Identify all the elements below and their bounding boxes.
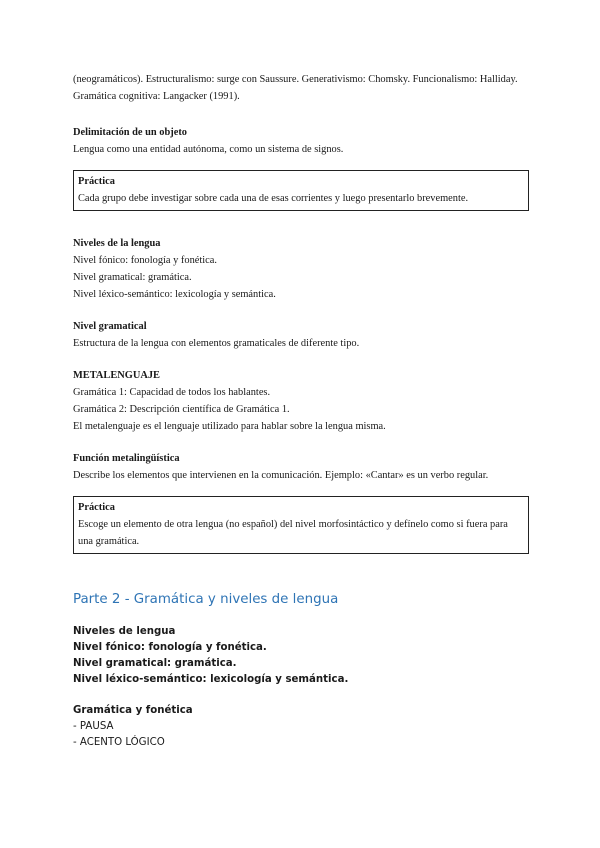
part-2-title: Parte 2 - Gramática y niveles de lengua bbox=[73, 592, 339, 607]
intro-line-2: Gramática cognitiva: Langacker (1991). bbox=[73, 91, 240, 102]
heading-funcion: Función metalingüística bbox=[73, 453, 180, 464]
text-delimitacion: Lengua como una entidad autónoma, como un sistema de signos. bbox=[73, 144, 344, 155]
practica-box-1 bbox=[73, 170, 529, 211]
document-page bbox=[73, 71, 533, 751]
heading-nivel-gramatical: Nivel gramatical bbox=[73, 321, 147, 332]
section-gramatica-fonetica bbox=[73, 703, 533, 751]
list-item: Gramática 2: Descripción científica de Gramática 1. bbox=[73, 404, 290, 415]
list-item: Nivel fónico: fonología y fonética. bbox=[73, 255, 217, 266]
list-item: El metalenguaje es el lenguaje utilizado para hablar sobre la lengua misma. bbox=[73, 421, 386, 432]
heading-niveles: Niveles de la lengua bbox=[73, 238, 161, 249]
heading-niveles-lengua: Niveles de lengua bbox=[73, 626, 176, 637]
list-item: - PAUSA bbox=[73, 721, 114, 732]
section-niveles-lengua bbox=[73, 624, 533, 688]
section-niveles bbox=[73, 235, 533, 303]
practica-2-heading: Práctica bbox=[78, 502, 115, 513]
heading-delimitacion: Delimitación de un objeto bbox=[73, 127, 188, 138]
list-item: Nivel léxico-semántico: lexicología y semántica. bbox=[73, 289, 276, 300]
heading-gramatica-fonetica: Gramática y fonética bbox=[73, 705, 193, 716]
list-item: Nivel gramatical: gramática. bbox=[73, 272, 192, 283]
heading-metalenguaje: METALENGUAJE bbox=[73, 370, 160, 381]
intro-line-1: (neogramáticos). Estructuralismo: surge con Saussure. Generativismo: Chomsky. Funcionalismo: Halliday. bbox=[73, 74, 518, 85]
list-item: Nivel fónico: fonología y fonética. bbox=[73, 642, 267, 653]
text-nivel-gramatical: Estructura de la lengua con elementos gramaticales de diferente tipo. bbox=[73, 338, 360, 349]
practica-2-line-1: Escoge un elemento de otra lengua (no español) del nivel morfosintáctico y defínelo como si fuera para bbox=[78, 519, 508, 530]
section-funcion bbox=[73, 450, 533, 484]
section-metalenguaje bbox=[73, 367, 533, 435]
text-funcion: Describe los elementos que intervienen en la comunicación. Ejemplo: «Cantar» es un verbo regular. bbox=[73, 470, 489, 481]
list-item: - ACENTO LÓGICO bbox=[73, 737, 165, 748]
list-item: Nivel léxico-semántico: lexicología y semántica. bbox=[73, 674, 349, 685]
list-item: Gramática 1: Capacidad de todos los hablantes. bbox=[73, 387, 271, 398]
section-delimitacion bbox=[73, 124, 533, 158]
practica-1-text: Cada grupo debe investigar sobre cada una de esas corrientes y luego presentarlo brevemente. bbox=[78, 193, 469, 204]
list-item: Nivel gramatical: gramática. bbox=[73, 658, 237, 669]
practica-box-2 bbox=[73, 496, 529, 554]
section-nivel-gramatical bbox=[73, 318, 533, 352]
practica-1-heading: Práctica bbox=[78, 176, 115, 187]
practica-2-line-2: una gramática. bbox=[78, 536, 140, 547]
